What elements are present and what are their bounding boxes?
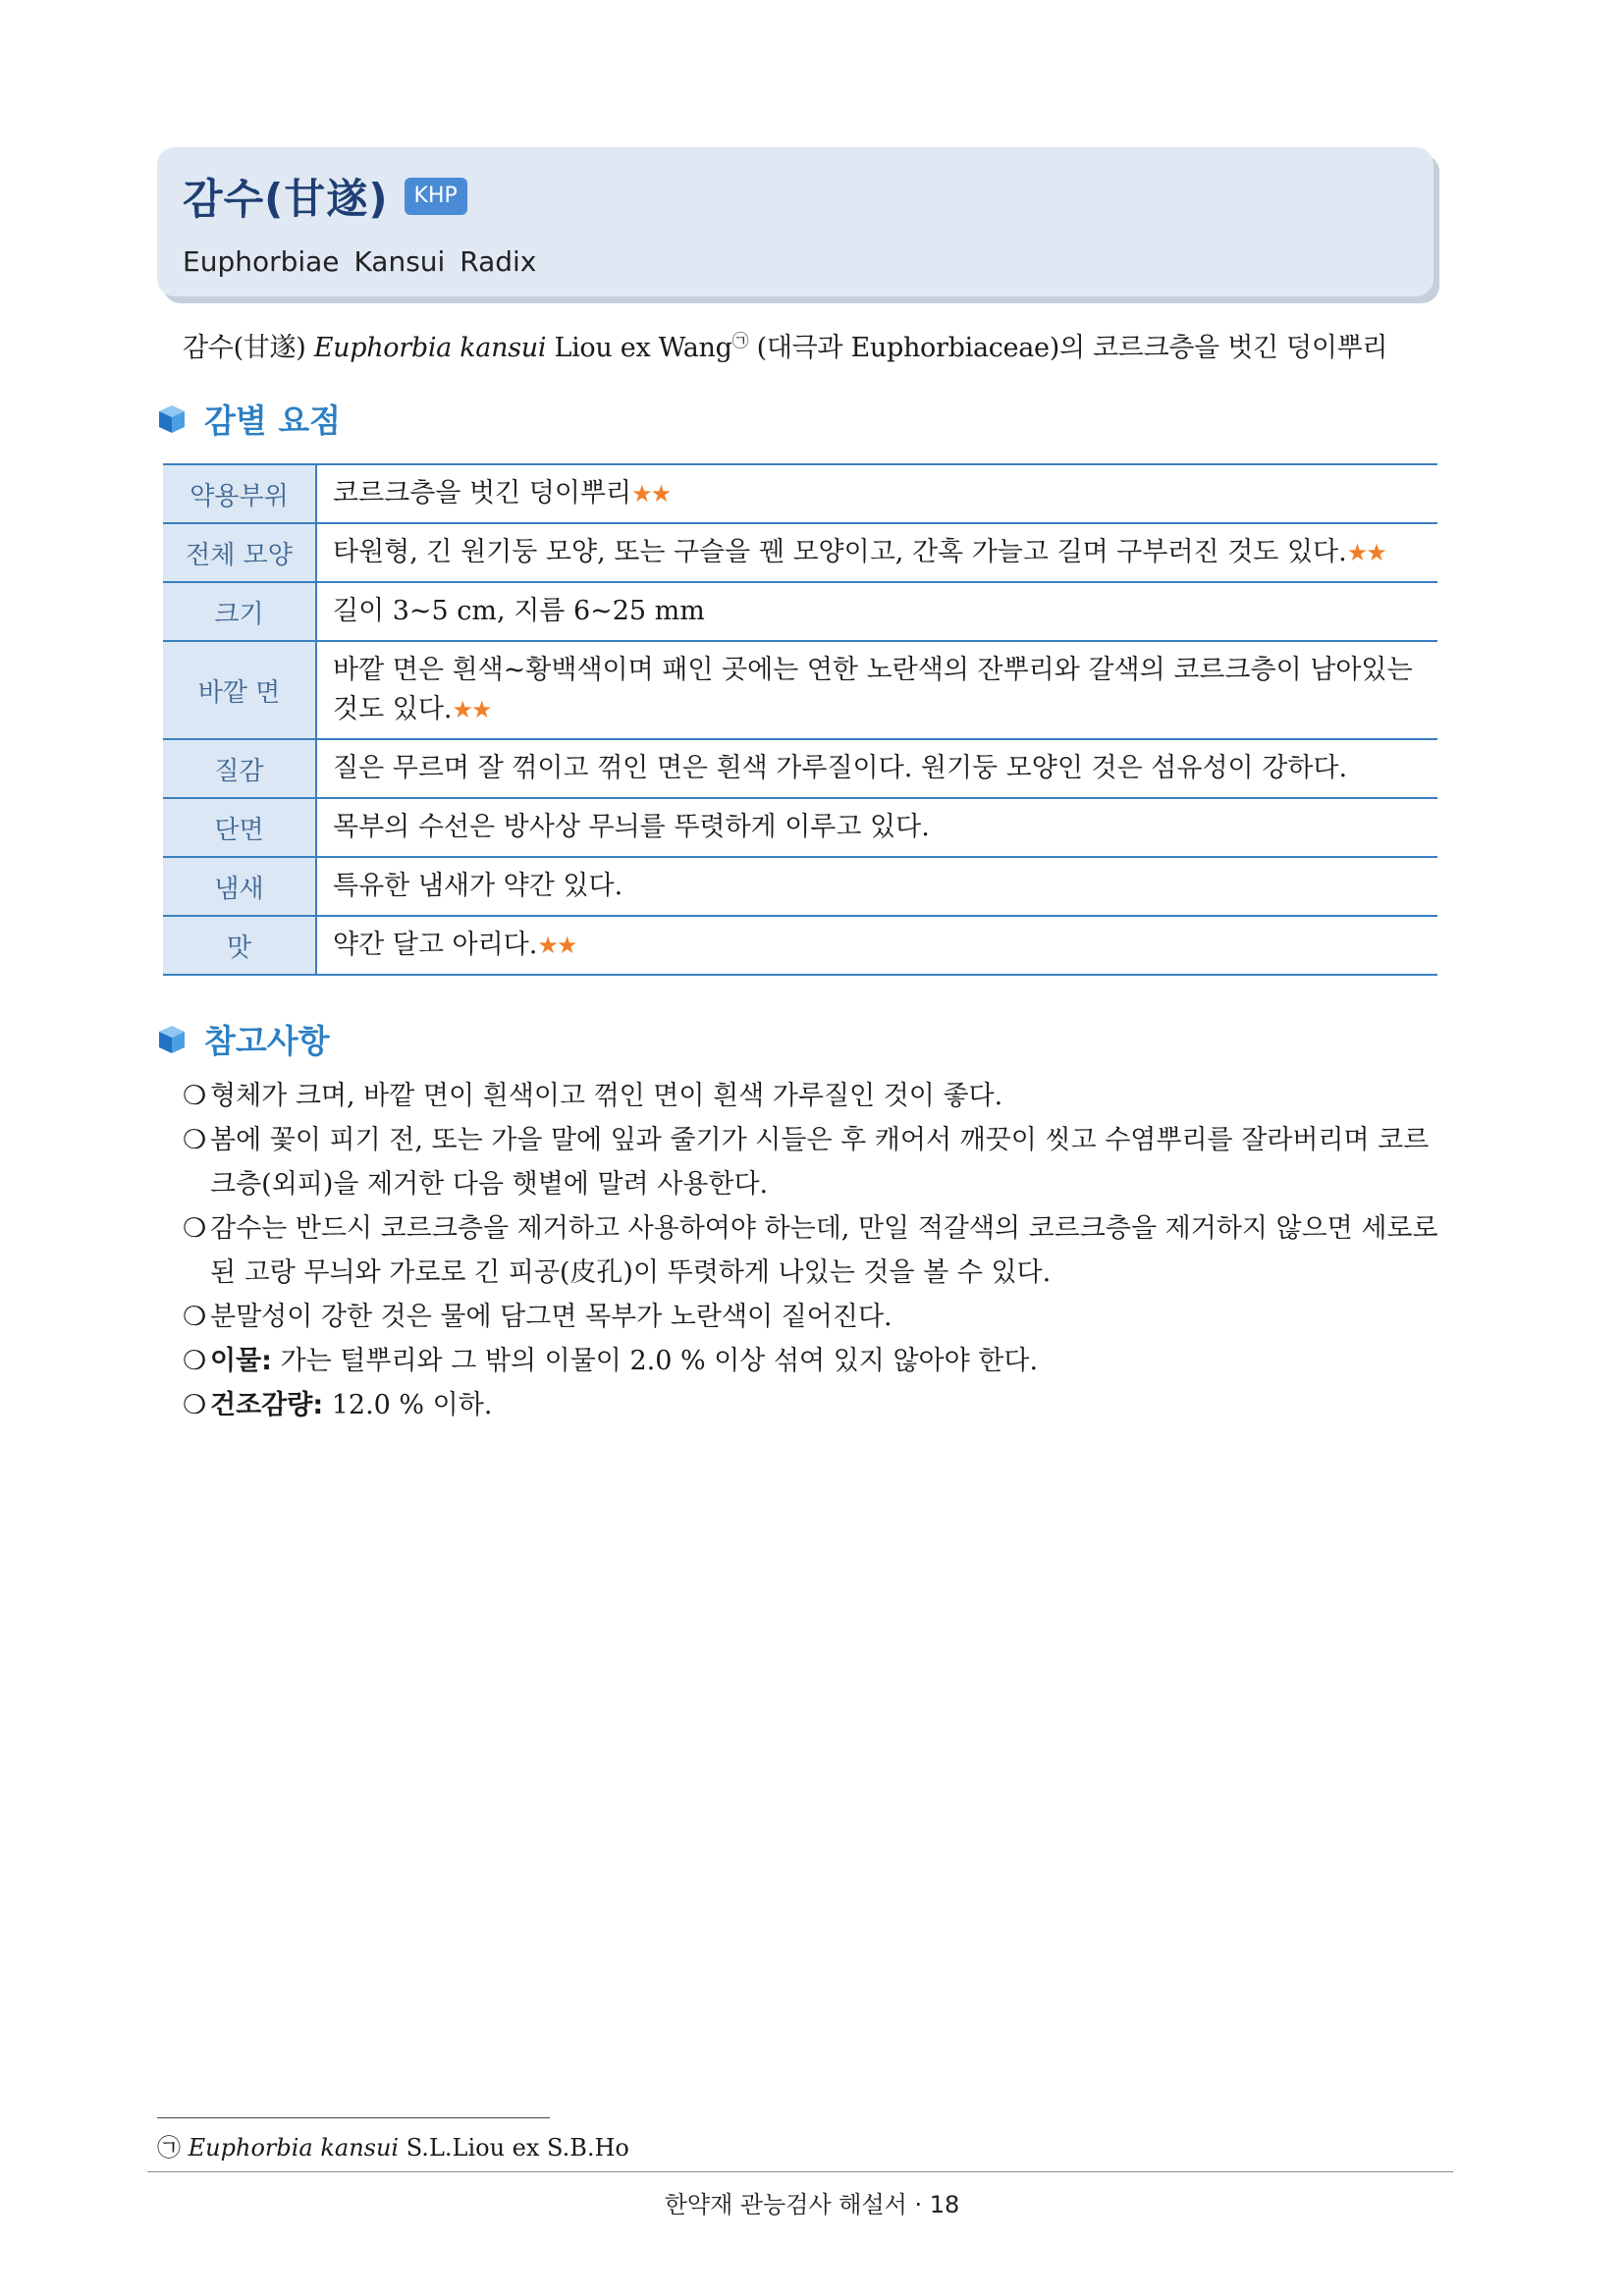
- row-value: [316, 523, 1437, 582]
- note-text: 형체가 크며, 바깥 면이 흰색이고 꺾인 면이 흰색 가루질인 것이 좋다.: [210, 1081, 1003, 1111]
- section-title: 감별 요점: [204, 401, 342, 440]
- row-text: 코르크층을 벗긴 덩이뿌리: [333, 478, 632, 508]
- title-card: [157, 147, 1434, 296]
- origin-species: Euphorbia kansui: [313, 333, 547, 363]
- row-text: 타원형, 긴 원기둥 모양, 또는 구슬을 꿴 모양이고, 간혹 가늘고 길며 구부러진 것도 있다.: [333, 537, 1347, 567]
- footnote-divider: [157, 2117, 550, 2118]
- row-label: 맛: [163, 916, 316, 975]
- table-row: [163, 857, 1437, 916]
- identification-table: [163, 463, 1437, 976]
- row-label: 질감: [163, 739, 316, 798]
- row-value: [316, 641, 1437, 739]
- row-label: 단면: [163, 798, 316, 857]
- list-item: [183, 1118, 1449, 1206]
- table-row: [163, 523, 1437, 582]
- page-title: 감수(甘遂): [183, 175, 389, 223]
- bullet-icon: ❍: [183, 1346, 207, 1376]
- table-row: [163, 798, 1437, 857]
- row-label: 바깥 면: [163, 641, 316, 739]
- star-rating: ★★: [1346, 539, 1385, 566]
- footnote-author: S.L.Liou ex S.B.Ho: [399, 2134, 629, 2162]
- row-value: [316, 582, 1437, 641]
- row-label: 전체 모양: [163, 523, 316, 582]
- row-value: [316, 464, 1437, 523]
- list-item: [183, 1295, 1449, 1339]
- row-value: [316, 916, 1437, 975]
- origin-suffix: (대극과 Euphorbiaceae)의 코르크층을 벗긴 덩이뿌리: [748, 333, 1388, 363]
- table-row: [163, 464, 1437, 523]
- origin-prefix: 감수(甘遂): [183, 333, 314, 363]
- row-value: [316, 857, 1437, 916]
- row-label: 약용부위: [163, 464, 316, 523]
- note-text: 분말성이 강한 것은 물에 담그면 목부가 노란색이 짙어진다.: [210, 1302, 893, 1332]
- row-text: 약간 달고 아리다.: [333, 930, 538, 960]
- khp-badge: KHP: [405, 178, 467, 215]
- section-title: 참고사항: [204, 1022, 330, 1060]
- origin-author: Liou ex Wang: [546, 333, 732, 363]
- star-rating: ★★: [631, 480, 671, 507]
- row-text: 목부의 수선은 방사상 무늬를 뚜렷하게 이루고 있다.: [333, 812, 930, 842]
- list-item: [183, 1339, 1449, 1383]
- bullet-icon: ❍: [183, 1213, 207, 1244]
- table-row: [163, 641, 1437, 739]
- bullet-icon: ❍: [183, 1390, 207, 1420]
- bullet-icon: ❍: [183, 1081, 207, 1111]
- page-footer: 한약재 관능검사 해설서 · 18: [664, 2191, 960, 2218]
- table-row: [163, 739, 1437, 798]
- note-text: 12.0 % 이하.: [323, 1390, 493, 1420]
- latin-name: Euphorbiae Kansui Radix: [183, 245, 537, 278]
- cube-icon: [157, 403, 187, 435]
- table-row: [163, 916, 1437, 975]
- list-item: [183, 1206, 1449, 1295]
- note-text: 봄에 꽃이 피기 전, 또는 가을 말에 잎과 줄기가 시들은 후 캐어서 깨끗이 씻고 수염뿌리를 잘라버리며 코르크층(외피)을 제거한 다음 햇볕에 말려 사용한다.: [210, 1125, 1430, 1200]
- note-text: 가는 털뿌리와 그 밖의 이물이 2.0 % 이상 섞여 있지 않아야 한다.: [271, 1346, 1039, 1376]
- section-heading-references: [157, 1016, 330, 1062]
- row-text: 바깥 면은 흰색~황백색이며 패인 곳에는 연한 노란색의 잔뿌리와 갈색의 코르크층이 남아있는 것도 있다.: [333, 655, 1413, 724]
- cube-icon: [157, 1024, 187, 1055]
- list-item: [183, 1383, 1449, 1427]
- footnote: [157, 2128, 629, 2163]
- bullet-icon: ❍: [183, 1302, 207, 1332]
- row-value: [316, 798, 1437, 857]
- bullet-icon: ❍: [183, 1125, 207, 1155]
- origin-footnote-mark: ㉠: [731, 332, 749, 351]
- note-text: 감수는 반드시 코르크층을 제거하고 사용하여야 하는데, 만일 적갈색의 코르크층을 제거하지 않으면 세로로 된 고랑 무늬와 가로로 긴 피공(皮孔)이 뚜렷하게 나있는 것을 볼 수 있다.: [210, 1213, 1438, 1288]
- star-rating: ★★: [452, 696, 491, 723]
- row-text: 길이 3~5 cm, 지름 6~25 mm: [333, 596, 705, 626]
- footnote-mark: ㉠: [157, 2134, 181, 2162]
- section-heading-identification: [157, 396, 341, 442]
- row-value: [316, 739, 1437, 798]
- star-rating: ★★: [537, 932, 576, 959]
- row-label: 냄새: [163, 857, 316, 916]
- row-text: 질은 무르며 잘 꺾이고 꺾인 면은 흰색 가루질이다. 원기둥 모양인 것은 섬유성이 강하다.: [333, 753, 1348, 783]
- origin-sentence: [183, 326, 1449, 364]
- list-item: [183, 1074, 1449, 1118]
- footnote-species: Euphorbia kansui: [188, 2134, 400, 2162]
- note-key: 이물:: [210, 1346, 272, 1376]
- title-row: [183, 167, 467, 226]
- reference-notes: [183, 1074, 1449, 1427]
- table-row: [163, 582, 1437, 641]
- row-label: 크기: [163, 582, 316, 641]
- row-text: 특유한 냄새가 약간 있다.: [333, 871, 623, 901]
- note-key: 건조감량:: [210, 1390, 324, 1420]
- footer-divider: [147, 2171, 1453, 2172]
